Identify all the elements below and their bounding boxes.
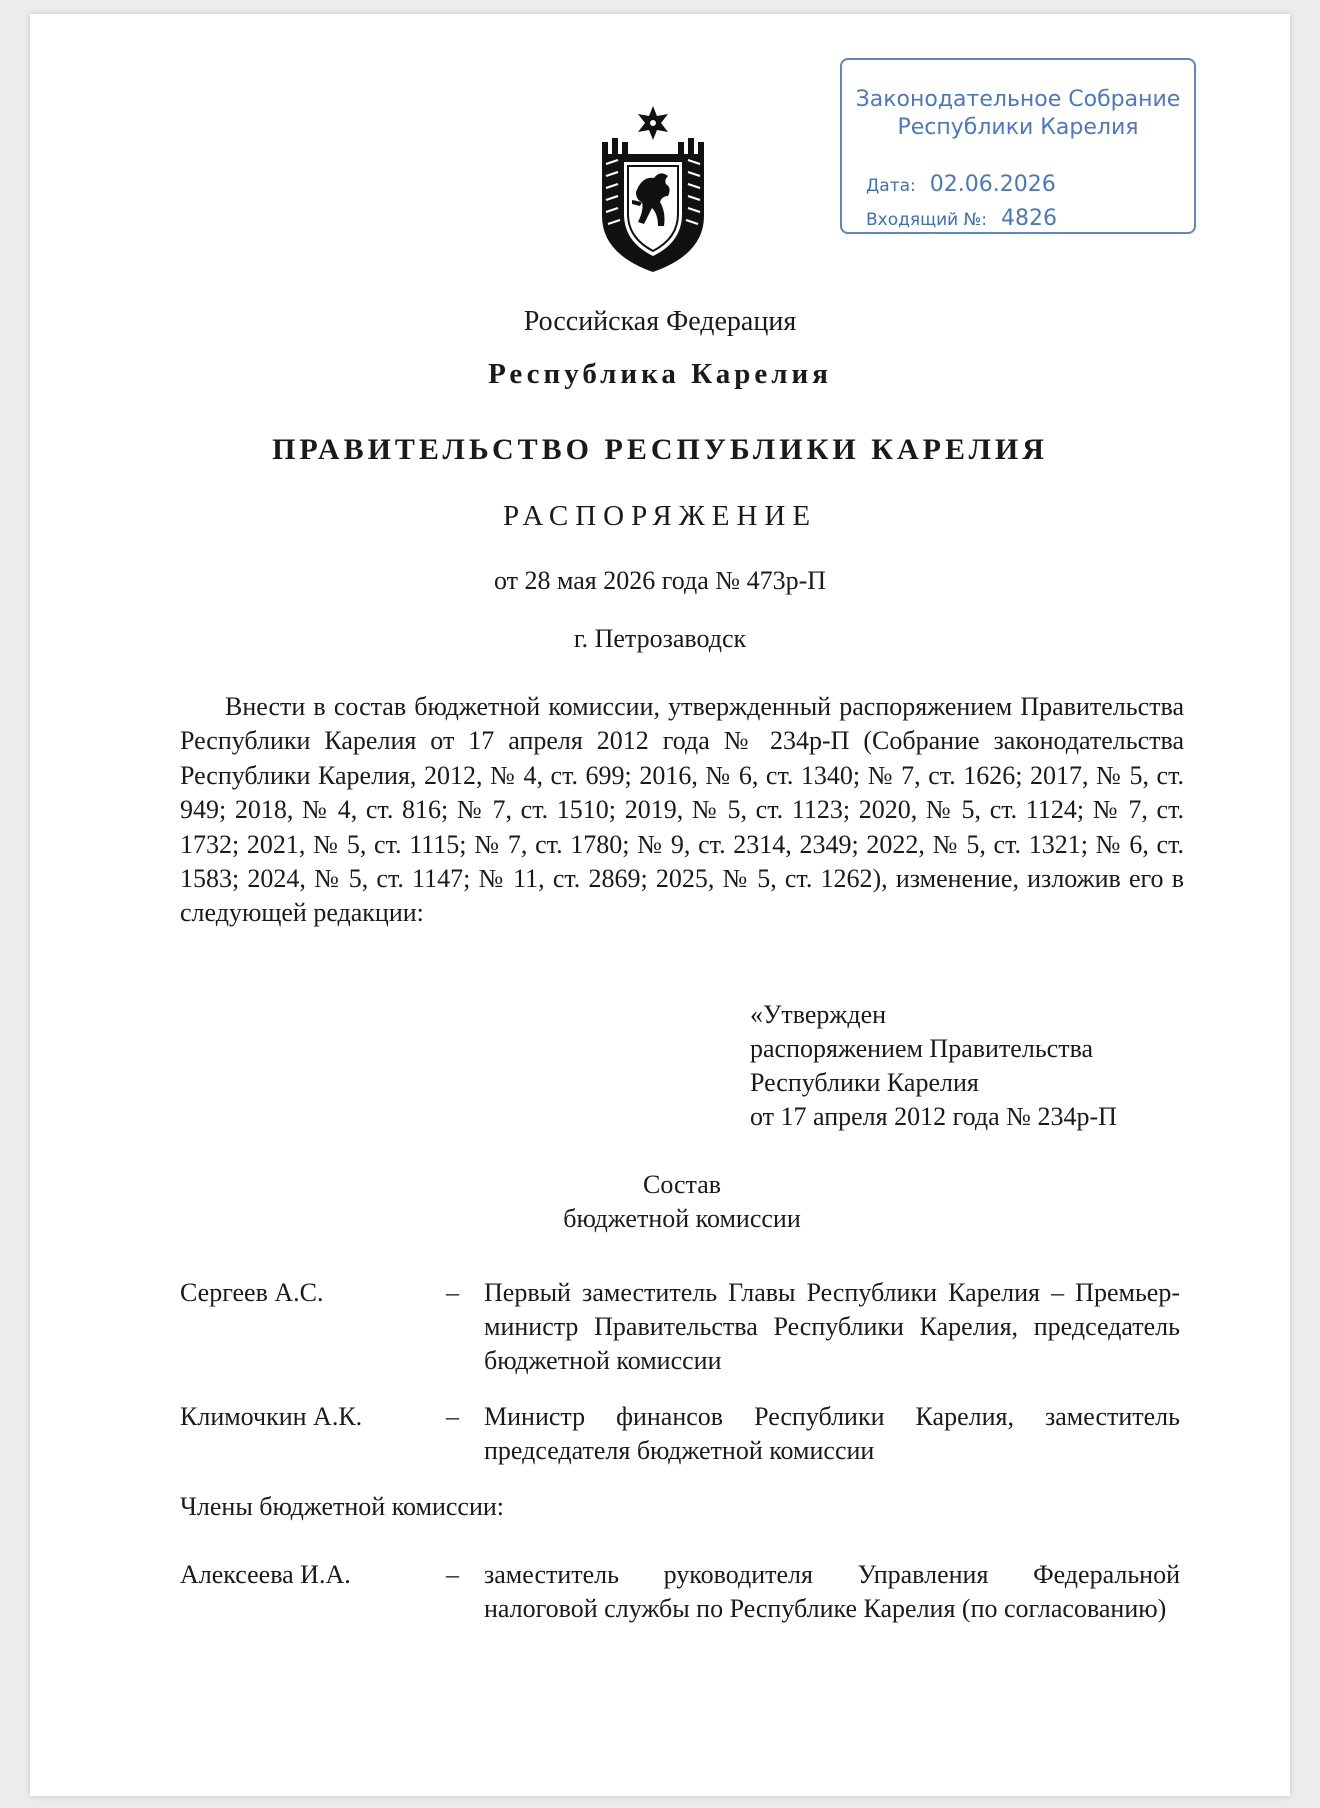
composition-line2: бюджетной комиссии — [563, 1204, 801, 1233]
member-role: заместитель руководителя Управления Федеральной налоговой службы по Республике Карелия (по согласованию) — [484, 1560, 1180, 1623]
stamp-date-row — [866, 172, 1056, 197]
member-name: Алексеева И.А. — [180, 1560, 351, 1589]
document-city: г. Петрозаводск — [573, 624, 747, 653]
composition-line1: Состав — [642, 1170, 722, 1199]
coat-of-arms-emblem — [598, 104, 708, 274]
approval-line1: «Утвержден — [750, 1000, 887, 1029]
registration-stamp — [840, 58, 1196, 234]
document-date-number: от 28 мая 2026 года № 473р-П — [493, 566, 827, 595]
stamp-org-line2: Республики Карелия — [897, 115, 1139, 140]
member-name: Климочкин А.К. — [180, 1402, 363, 1431]
document-type: РАСПОРЯЖЕНИЕ — [502, 500, 818, 532]
member-role: Первый заместитель Главы Республики Карелия – Премьер-министр Правительства Республики Карелия, председатель бюджетной комиссии — [484, 1278, 1180, 1375]
approval-line3: Республики Карелия — [750, 1068, 979, 1097]
stamp-incoming-row — [866, 206, 1057, 231]
stamp-incoming-value: 4826 — [1001, 206, 1058, 231]
member-dash: – — [446, 1278, 459, 1307]
member-dash: – — [446, 1402, 459, 1431]
approval-line4: от 17 апреля 2012 года № 234р-П — [750, 1102, 1117, 1131]
approval-line2: распоряжением Правительства — [750, 1034, 1094, 1063]
member-role: Министр финансов Республики Карелия, заместитель председателя бюджетной комиссии — [484, 1402, 1180, 1465]
header-republic: Республика Карелия — [488, 358, 832, 390]
stamp-date-value: 02.06.2026 — [929, 172, 1056, 197]
stamp-organization — [842, 86, 1194, 142]
member-name: Сергеев А.С. — [180, 1278, 324, 1307]
members-heading: Члены бюджетной комиссии: — [180, 1492, 505, 1521]
header-country: Российская Федерация — [523, 306, 797, 337]
composition-title — [0, 1168, 1320, 1236]
approval-block — [750, 998, 1117, 1134]
stamp-date-label: Дата: — [866, 176, 916, 196]
stamp-org-line1: Законодательное Собрание — [855, 87, 1181, 112]
header-government: ПРАВИТЕЛЬСТВО РЕСПУБЛИКИ КАРЕЛИЯ — [272, 433, 1048, 466]
body-paragraph: Внести в состав бюджетной комиссии, утвержденный распоряжением Правительства Республики Карелия от 17 апреля 2012 года № 234р-П (Собрание законодательства Республики Карелия, 2012, № 4, ст. 699; 2016, № 6, ст. 1340; № 7, ст. 1626; 2017, № 5, ст. 949; 2018, № 4, ст. 816; № 7, ст. 1510; 2019, № 5, ст. 1123; 2020, № 5, ст. 1124; № 7, ст. 1732; 2021, № 5, ст. 1115; № 7, ст. 1780; № 9, ст. 2314, 2349; 2022, № 5, ст. 1321; № 6, ст. 1583; 2024, № 5, ст. 1147; № 11, ст. 2869; 2025, № 5, ст. 1262), изменение, изложив его в следующей редакции: — [180, 692, 1184, 928]
member-dash: – — [446, 1560, 459, 1589]
stamp-incoming-label: Входящий №: — [866, 210, 988, 230]
